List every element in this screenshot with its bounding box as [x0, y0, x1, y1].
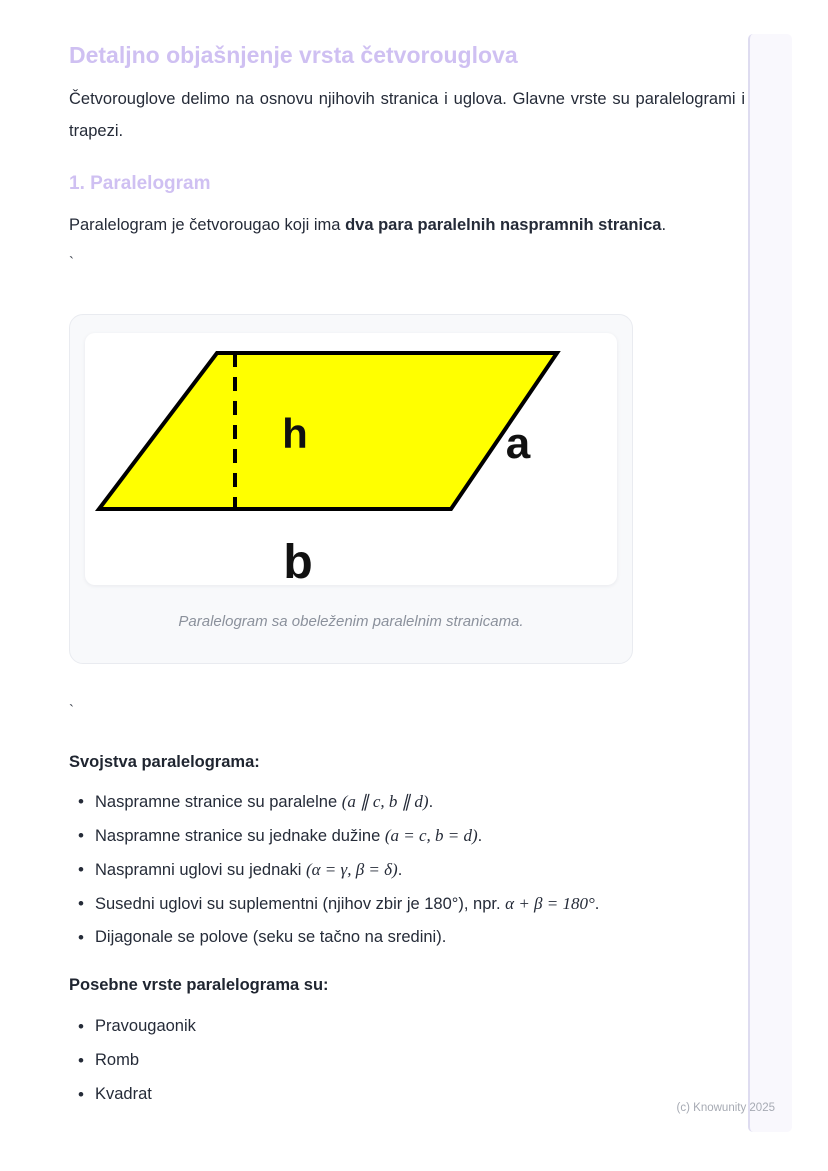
special-type-list-item: • Pravougaonik — [95, 1014, 745, 1039]
section-paragraph: Paralelogram je četvorougao koji ima dva para paralelnih naspramnih stranica. — [69, 216, 667, 234]
stray-backtick-below: ` — [69, 702, 74, 719]
figure-caption: Paralelogram sa obeleženim paralelnim stranicama. — [178, 613, 524, 630]
properties-list — [69, 789, 745, 950]
document-content — [69, 40, 745, 1107]
property-list-item: • Naspramne stranice su jednake dužine (a = c, b = d). — [95, 823, 745, 849]
figure-card — [69, 314, 633, 664]
property-list-item: • Naspramne stranice su paralelne (a ∥ c, b ∥ d). — [95, 789, 745, 815]
parallelogram-diagram — [85, 333, 617, 585]
special-type-list-item: • Kvadrat — [95, 1082, 745, 1107]
special-types-list — [69, 1014, 745, 1107]
copyright-notice: (c) Knowunity 2025 — [676, 1102, 775, 1114]
property-list-item: • Susedni uglovi su suplementni (njihov zbir je 180°), npr. α + β = 180°. — [95, 891, 745, 917]
property-list-item: • Dijagonale se polove (seku se tačno na sredini). — [95, 925, 745, 950]
parallelogram-shape — [99, 353, 557, 509]
figure-image — [85, 333, 617, 585]
stray-backtick-above: ` — [69, 254, 74, 271]
label-h: h — [282, 410, 308, 457]
properties-heading: Svojstva paralelograma: — [69, 753, 260, 771]
next-page-edge-strip — [748, 34, 792, 1132]
intro-paragraph: Četvorouglove delimo na osnovu njihovih stranica i uglova. Glavne vrste su paralelogrami i trapezi. — [69, 90, 745, 140]
page-title: Detaljno objašnjenje vrsta četvorouglova — [69, 42, 518, 68]
property-list-item: • Naspramni uglovi su jednaki (α = γ, β = δ). — [95, 857, 745, 883]
special-types-heading: Posebne vrste paralelograma su: — [69, 976, 329, 994]
label-b: b — [283, 536, 313, 585]
label-a: a — [505, 419, 531, 468]
special-type-list-item: • Romb — [95, 1048, 745, 1073]
section-heading-paralelogram: 1. Paralelogram — [69, 173, 211, 194]
